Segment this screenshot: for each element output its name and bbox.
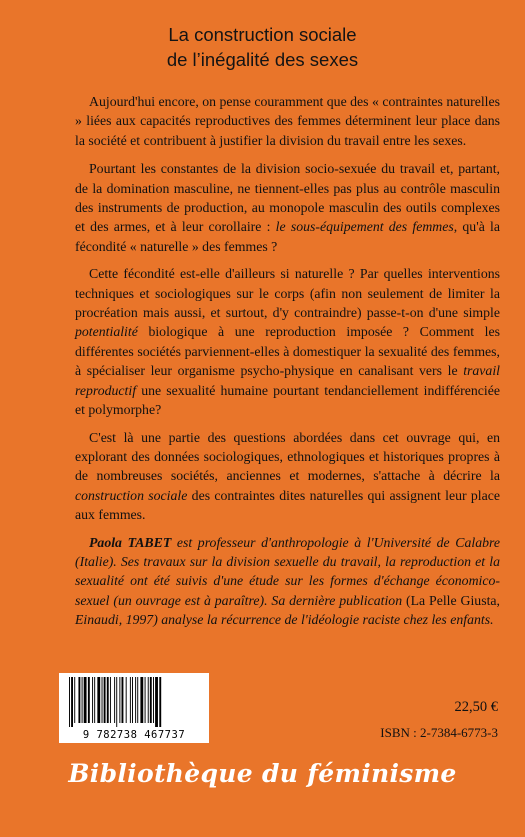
barcode-bars bbox=[59, 673, 209, 729]
barcode-bar bbox=[84, 677, 87, 723]
book-title bbox=[0, 22, 525, 72]
barcode-bar bbox=[110, 677, 111, 723]
barcode-bar bbox=[130, 677, 131, 723]
barcode-bar bbox=[132, 677, 133, 723]
barcode-bar bbox=[155, 677, 158, 727]
barcode-bar bbox=[78, 677, 80, 723]
paragraph-3 bbox=[75, 264, 500, 419]
barcode-bar bbox=[69, 677, 70, 727]
bio-text-a: est professeur d'anthropologie à l'Université de Calabre (Italie). Ses travaux sur la division sexuelle du travail, la reproduction et la sexualité ont été suivis d'une étude sur les formes d'échange économico-sexuel (un ouvrage est à paraître). Sa dernière publication bbox=[75, 534, 500, 608]
barcode-bar bbox=[135, 677, 136, 723]
paragraph-4 bbox=[75, 428, 500, 525]
barcode-bar bbox=[104, 677, 106, 723]
para2-emphasis: le sous-équipement des femmes bbox=[275, 219, 454, 235]
barcode-bar bbox=[97, 677, 100, 723]
barcode-bar bbox=[145, 677, 146, 723]
barcode-bar bbox=[153, 677, 154, 723]
para4-text-a: C'est là une partie des questions abordées dans cet ouvrage qui, en explorant des données sociologiques, ethnologiques et historiques propres à de nombreuses sociétés, anciennes et modernes, s'attache à décrire la bbox=[75, 429, 500, 484]
barcode bbox=[59, 673, 209, 743]
author-name: Paola TABET bbox=[89, 534, 172, 550]
barcode-bar bbox=[107, 677, 109, 723]
paragraph-1: Aujourd'hui encore, on pense couramment que des « contraintes naturelles » liées aux capacités reproductives des femmes déterminent leur place dans la société et contribuent à justifier la division du travail entre les sexes. bbox=[75, 94, 500, 148]
price: 22,50 € bbox=[454, 699, 498, 715]
barcode-bar bbox=[150, 677, 152, 723]
series-name: Bibliothèque du féminisme bbox=[68, 759, 457, 788]
barcode-bar bbox=[102, 677, 103, 723]
bio-text-d: ) analyse la récurrence de l'idéologie raciste chez les enfants. bbox=[153, 612, 494, 628]
para4-emphasis: construction sociale bbox=[75, 487, 188, 503]
para3-text-b: biologique à une reproduction imposée ? Comment les différentes sociétés parviennent-elles à domestiquer la sexualité des femmes, à spécialiser leur organisme psycho-physique en canalisant vers le bbox=[75, 324, 500, 379]
para3-emphasis-2: travail reproductif bbox=[75, 363, 500, 398]
barcode-bar bbox=[92, 677, 93, 723]
barcode-bar bbox=[148, 677, 149, 723]
bio-text-c: Einaudi, 1997 bbox=[75, 612, 154, 628]
blurb bbox=[75, 92, 500, 638]
barcode-number: 9 782738 467737 bbox=[82, 729, 186, 741]
barcode-bar bbox=[159, 677, 161, 727]
barcode-bar bbox=[94, 677, 95, 723]
barcode-bar bbox=[88, 677, 90, 723]
author-bio bbox=[75, 533, 500, 630]
para3-text-c: une sexualité humaine pourtant tendanciellement indifférenciée et polymorphe? bbox=[75, 382, 500, 418]
title-line-1: La construction sociale bbox=[168, 24, 357, 45]
para3-text-a: Cette fécondité est-elle d'ailleurs si naturelle ? Par quelles interventions techniques et sociologiques sur le corps (afin non seulement de limiter la procréation mais aussi, et surtout, d'y contraindre) passe-t-on d'une simple bbox=[75, 266, 500, 321]
barcode-bar bbox=[71, 677, 73, 727]
para3-emphasis-1: potentialité bbox=[75, 324, 138, 340]
bio-text-b: (La Pelle Giusta, bbox=[402, 592, 500, 608]
barcode-bar bbox=[140, 677, 143, 723]
barcode-bar bbox=[74, 677, 75, 723]
paragraph-2 bbox=[75, 159, 500, 256]
barcode-bar bbox=[82, 677, 83, 723]
isbn: ISBN : 2-7384-6773-3 bbox=[380, 725, 498, 740]
barcode-bar bbox=[122, 677, 124, 723]
title-line-2: de l’inégalité des sexes bbox=[166, 49, 359, 70]
barcode-bar bbox=[137, 677, 138, 723]
para2-text-b: , qu'à la fécondité « naturelle » des femmes ? bbox=[75, 219, 500, 254]
barcode-bar bbox=[126, 677, 127, 723]
para2-text-a: Pourtant les constantes de la division socio-sexuée du travail et, partant, de la domination masculine, ne tiennent-elles pas plus au contrôle masculin des instruments de production, au monopole masculin des outils complexes et des armes, et à leur corollaire : bbox=[75, 161, 500, 235]
para4-text-b: des contraintes dites naturelles qui assignent leur place aux femmes. bbox=[75, 487, 500, 523]
barcode-bar bbox=[116, 677, 117, 727]
barcode-bar bbox=[119, 677, 120, 723]
barcode-bar bbox=[114, 677, 115, 723]
